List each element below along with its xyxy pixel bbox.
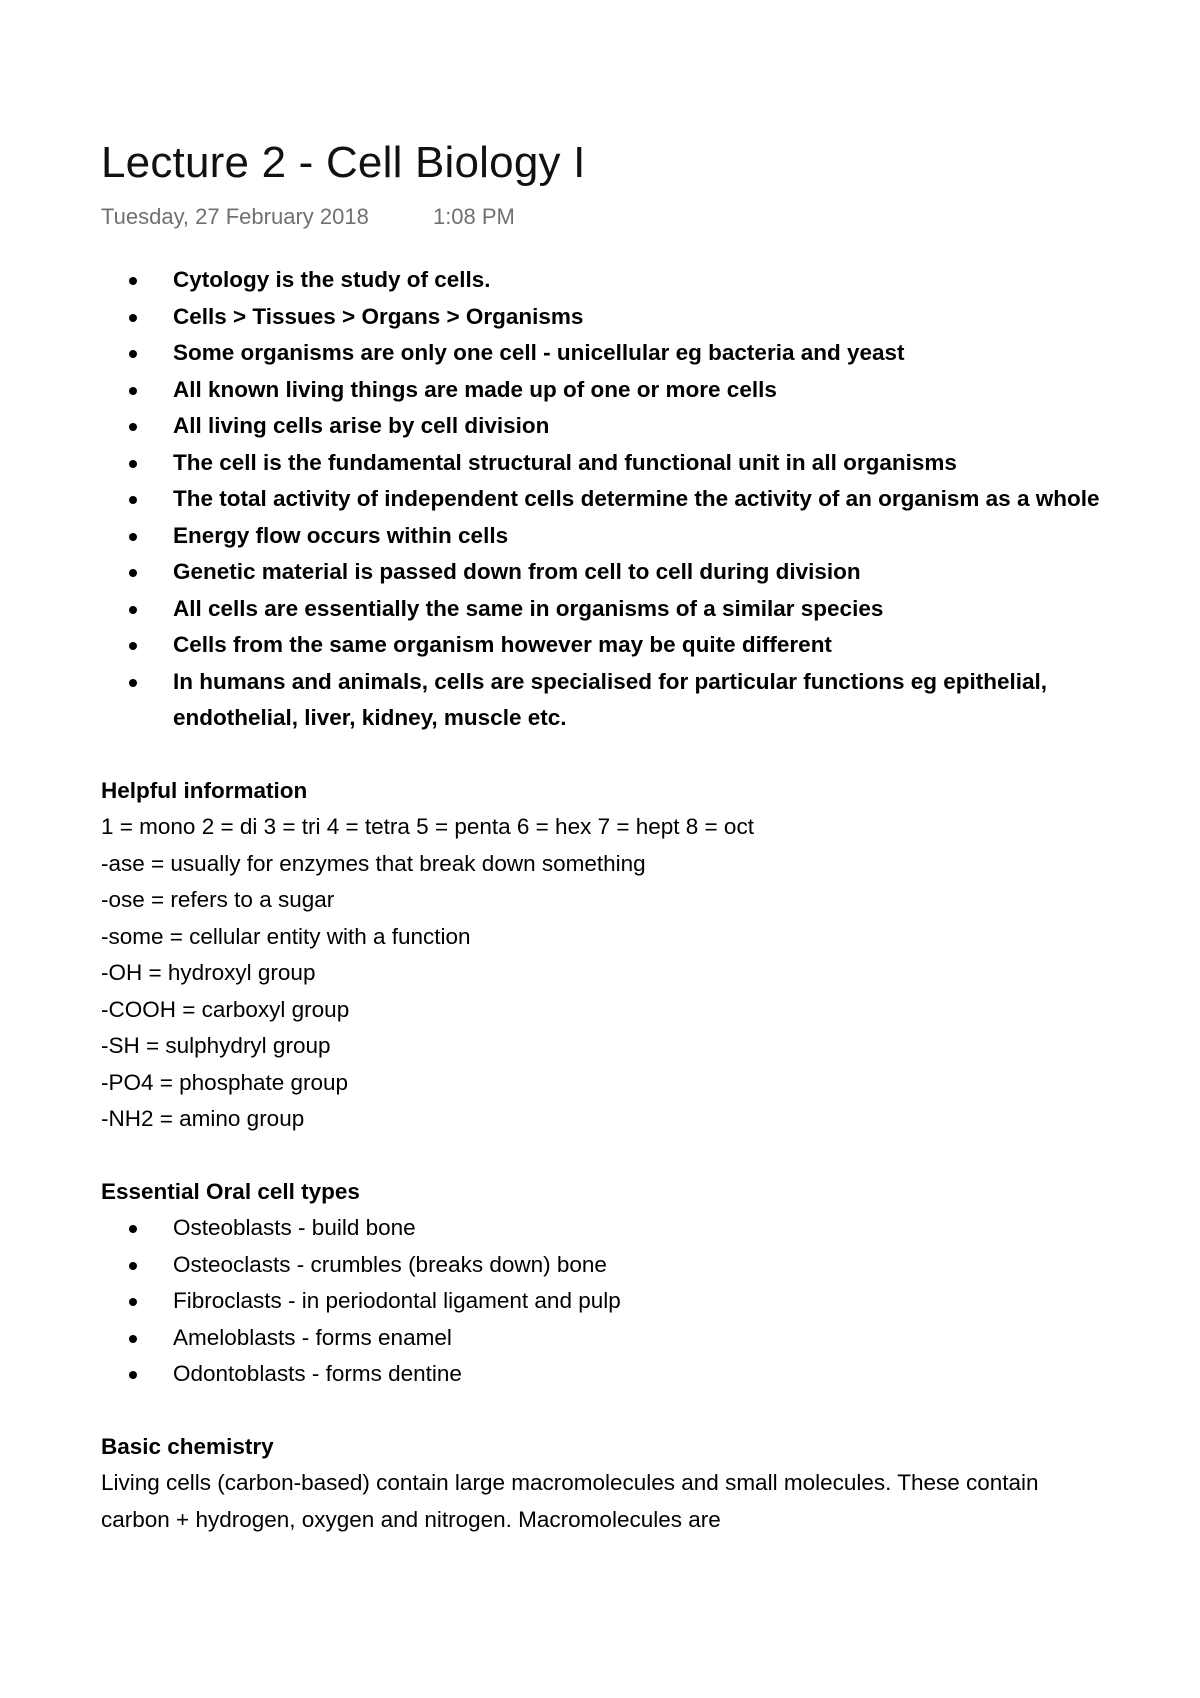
section-heading: Basic chemistry: [101, 1433, 274, 1459]
info-line: -PO4 = phosphate group: [101, 1069, 349, 1095]
list-item: The cell is the fundamental structural and functional unit in all organisms: [101, 445, 1111, 482]
bullet-icon: [129, 1225, 137, 1233]
basic-chemistry-section: [101, 1429, 1111, 1557]
bullet-icon: [129, 460, 137, 468]
bullet-icon: [129, 1298, 137, 1306]
info-line: -ase = usually for enzymes that break down something: [101, 850, 646, 876]
cut-off-text-line: [101, 1538, 1111, 1556]
bullet-icon: [129, 1371, 137, 1379]
main-bullet-list: [101, 262, 1111, 737]
chemistry-paragraph: Living cells (carbon-based) contain large macromolecules and small molecules. These contain carbon + hydrogen, oxygen and nitrogen. Macromolecules are: [101, 1470, 1039, 1532]
bullet-icon: [129, 1262, 137, 1270]
bullet-icon: [129, 387, 137, 395]
info-line: -OH = hydroxyl group: [101, 960, 316, 985]
section-heading: Helpful information: [101, 777, 308, 803]
list-item: Genetic material is passed down from cell to cell during division: [101, 554, 1111, 591]
list-item: Some organisms are only one cell - unicellular eg bacteria and yeast: [101, 335, 1111, 372]
note-date: Tuesday, 27 February 2018: [101, 204, 369, 229]
bullet-icon: [129, 533, 137, 541]
bullet-icon: [129, 569, 137, 577]
list-item: Osteoclasts - crumbles (breaks down) bone: [101, 1247, 1111, 1284]
list-item: Fibroclasts - in periodontal ligament and pulp: [101, 1283, 1111, 1320]
list-item: Cells from the same organism however may be quite different: [101, 627, 1111, 664]
note-time: 1:08 PM: [432, 204, 515, 229]
info-line: -NH2 = amino group: [101, 1106, 305, 1131]
info-line: -some = cellular entity with a function: [101, 923, 471, 949]
bullet-icon: [129, 496, 137, 504]
note-metadata: [101, 202, 1111, 232]
bullet-icon: [129, 679, 137, 687]
helpful-information-section: [101, 773, 1111, 1138]
list-item: In humans and animals, cells are specialised for particular functions eg epithelial, endothelial, liver, kidney, muscle etc.: [101, 664, 1111, 737]
list-item: Osteoblasts - build bone: [101, 1210, 1111, 1247]
list-item: Cells > Tissues > Organs > Organisms: [101, 299, 1111, 336]
bullet-icon: [129, 423, 137, 431]
bullet-icon: [129, 350, 137, 358]
page-title: Lecture 2 - Cell Biology I: [101, 138, 586, 187]
info-line: -COOH = carboxyl group: [101, 996, 350, 1022]
bullet-icon: [129, 642, 137, 650]
section-heading: Essential Oral cell types: [101, 1178, 360, 1204]
bullet-icon: [129, 606, 137, 614]
bullet-icon: [129, 314, 137, 322]
list-item: All living cells arise by cell division: [101, 408, 1111, 445]
list-item: All cells are essentially the same in organisms of a similar species: [101, 591, 1111, 628]
bullet-icon: [129, 1335, 137, 1343]
list-item: The total activity of independent cells determine the activity of an organism as a whole: [101, 481, 1111, 518]
list-item: Odontoblasts - forms dentine: [101, 1356, 1111, 1393]
document-content: [101, 136, 1111, 1556]
bullet-icon: [129, 277, 137, 285]
oral-cell-list: [101, 1210, 1111, 1393]
list-item: Ameloblasts - forms enamel: [101, 1320, 1111, 1357]
info-line: -SH = sulphydryl group: [101, 1033, 331, 1058]
oral-cell-types-section: [101, 1174, 1111, 1393]
list-item: All known living things are made up of one or more cells: [101, 372, 1111, 409]
info-line: 1 = mono 2 = di 3 = tri 4 = tetra 5 = penta 6 = hex 7 = hept 8 = oct: [101, 814, 754, 839]
list-item: Energy flow occurs within cells: [101, 518, 1111, 555]
list-item: Cytology is the study of cells.: [101, 262, 1111, 299]
info-line: -ose = refers to a sugar: [101, 887, 335, 912]
